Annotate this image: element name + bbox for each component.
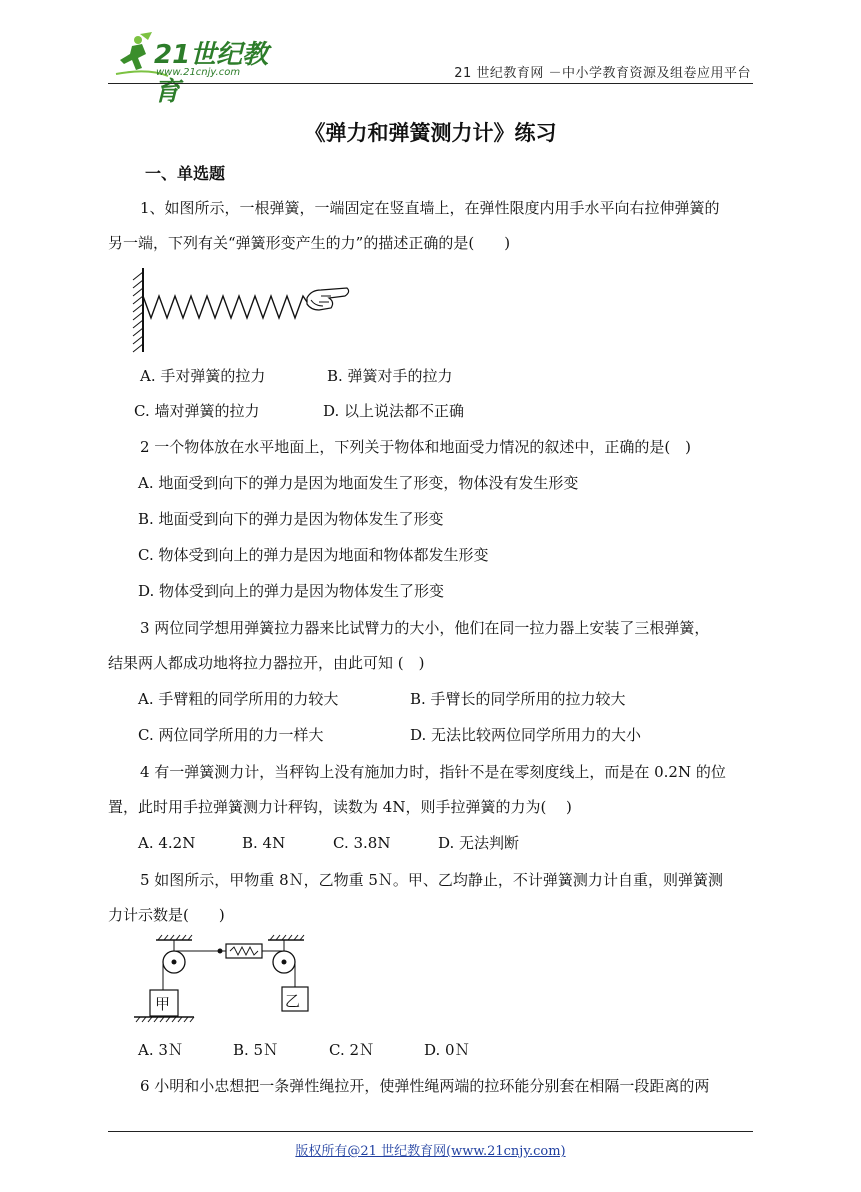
q4-option-d[interactable]: D. 无法判断: [438, 834, 520, 852]
q1-option-a[interactable]: A. 手对弹簧的拉力: [140, 367, 266, 385]
footer-link[interactable]: 版权所有@21 世纪教育网(www.21cnjy.com): [295, 1144, 566, 1159]
q4-option-b[interactable]: B. 4N: [242, 834, 286, 852]
logo-url: www.21cnjy.com: [156, 67, 241, 78]
figure-label-jia: 甲: [155, 995, 171, 1013]
q3-option-a[interactable]: A. 手臂粗的同学所用的力较大: [138, 690, 339, 708]
q5-option-b[interactable]: B. 5Ｎ: [233, 1041, 279, 1059]
q5-option-c[interactable]: C. 2Ｎ: [329, 1041, 375, 1059]
footer-copyright[interactable]: [0, 1140, 861, 1159]
q1-option-d[interactable]: D. 以上说法都不正确: [323, 402, 465, 420]
q2-option-c[interactable]: C. 物体受到向上的弹力是因为地面和物体都发生形变: [138, 546, 489, 564]
q3-option-d[interactable]: D. 无法比较两位同学所用力的大小: [410, 726, 642, 744]
site-header-text: 21 世纪教育网 －中小学教育资源及组卷应用平台: [454, 66, 751, 81]
q1-option-b[interactable]: B. 弹簧对手的拉力: [327, 367, 453, 385]
q2-stem: 2 一个物体放在水平地面上，下列关于物体和地面受力情况的叙述中，正确的是( ): [140, 438, 692, 456]
logo-title: 21世纪教育: [154, 40, 269, 107]
header-divider: [108, 83, 753, 84]
q3-option-b[interactable]: B. 手臂长的同学所用的拉力较大: [410, 690, 626, 708]
q4-option-a[interactable]: A. 4.2N: [138, 834, 196, 852]
q1-option-c[interactable]: C. 墙对弹簧的拉力: [134, 402, 260, 420]
q2-option-b[interactable]: B. 地面受到向下的弹力是因为物体发生了形变: [138, 510, 444, 528]
q6-stem-line1: 6 小明和小忠想把一条弹性绳拉开，使弹性绳两端的拉环能分别套在相隔一段距离的两: [140, 1077, 710, 1095]
q1-stem-line2: 另一端，下列有关“弹簧形变产生的力”的描述正确的是( ): [108, 234, 511, 252]
q5-option-d[interactable]: D. 0Ｎ: [424, 1041, 470, 1059]
q4-stem-line1: 4 有一弹簧测力计，当秤钩上没有施加力时，指针不是在零刻度线上，而是在 0.2N 的位: [140, 763, 726, 781]
footer-divider: [108, 1131, 753, 1132]
q1-stem-line1: 1、如图所示，一根弹簧，一端固定在竖直墙上，在弹性限度内用手水平向右拉伸弹簧的: [140, 199, 720, 217]
figure-label-yi: 乙: [285, 992, 301, 1010]
q5-stem-line2: 力计示数是( ): [108, 906, 225, 924]
q4-stem-line2: 置，此时用手拉弹簧测力计秤钩，读数为 4N，则手拉弹簧的力为( ): [108, 798, 572, 816]
site-logo[interactable]: [108, 30, 288, 107]
q5-stem-line1: 5 如图所示，甲物重 8Ｎ，乙物重 5Ｎ。甲、乙均静止，不计弹簧测力计自重，则弹簧测: [140, 871, 723, 889]
q2-option-d[interactable]: D. 物体受到向上的弹力是因为物体发生了形变: [138, 582, 445, 600]
q2-option-a[interactable]: A. 地面受到向下的弹力是因为地面发生了形变，物体没有发生形变: [138, 474, 579, 492]
q4-option-c[interactable]: C. 3.8N: [333, 834, 391, 852]
section-heading: 一、单选题: [145, 164, 226, 183]
q3-stem-line2: 结果两人都成功地将拉力器拉开，由此可知 ( ): [108, 654, 425, 672]
q5-option-a[interactable]: A. 3Ｎ: [138, 1041, 183, 1059]
q3-option-c[interactable]: C. 两位同学所用的力一样大: [138, 726, 324, 744]
pulley-spring-scale-figure: [130, 932, 310, 1030]
page-title: 《弹力和弹簧测力计》练习: [304, 121, 557, 145]
spring-wall-hand-figure: [125, 266, 355, 356]
q3-stem-line1: 3 两位同学想用弹簧拉力器来比试臂力的大小，他们在同一拉力器上安装了三根弹簧，: [140, 619, 710, 637]
